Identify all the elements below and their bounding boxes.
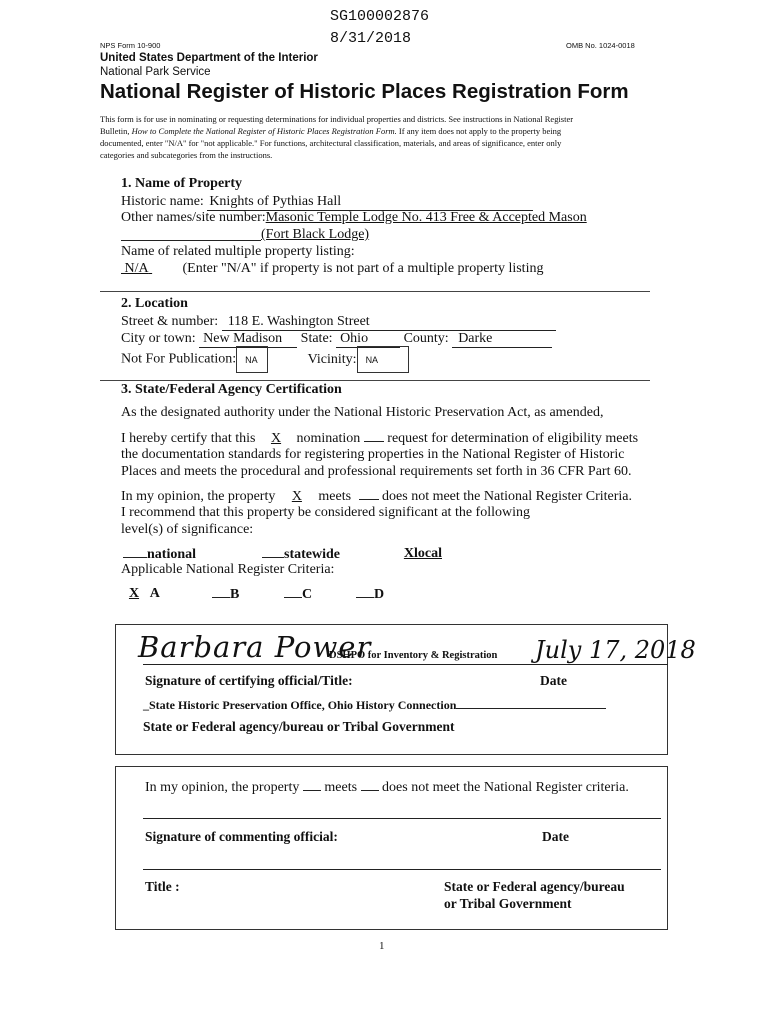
level-local-label: local xyxy=(414,546,442,561)
street-label: Street & number: xyxy=(121,314,219,329)
certifying-signature[interactable]: Barbara Power xyxy=(138,630,372,664)
commenting-agency-line-2: or Tribal Government xyxy=(444,896,572,911)
section-1-heading: 1. Name of Property xyxy=(121,176,243,191)
other-names-row xyxy=(121,209,587,226)
certifying-signature-date[interactable]: July 17, 2018 xyxy=(535,636,696,664)
vicinity-box[interactable] xyxy=(357,346,409,373)
city-label: City or town: xyxy=(121,331,196,346)
related-listing-label: Name of related multiple property listing: xyxy=(121,244,355,259)
request-label: request for determination of eligibility meets xyxy=(387,431,639,446)
level-national-checkbox[interactable] xyxy=(123,545,147,558)
street-row xyxy=(121,313,556,331)
commenting-meets-checkbox[interactable] xyxy=(303,778,321,791)
certifying-date-label: Date xyxy=(540,673,567,688)
instructions-line-1: This form is for use in nominating or requesting determinations for individual properties and districts. See instructions in National Register xyxy=(100,114,574,124)
criteria-c-label: C xyxy=(302,587,313,602)
nomination-label: nomination xyxy=(296,431,361,446)
certifying-office-line xyxy=(456,697,606,709)
instructions-line-3: documented, enter "N/A" for "not applicable." For functions, architectural classification, materials, and areas of significance, enter only xyxy=(100,138,562,148)
commenting-meets-label: meets xyxy=(324,780,358,795)
level-statewide-label: statewide xyxy=(284,547,340,562)
criteria-a-label: A xyxy=(149,586,160,601)
instructions-line-2-post: If any item does not apply to the property being xyxy=(396,126,562,136)
page-number: 1 xyxy=(379,940,385,952)
criteria-d-label: D xyxy=(374,587,385,602)
other-names-blank xyxy=(121,226,261,241)
level-statewide-checkbox[interactable] xyxy=(262,545,284,558)
certify-line-2: the documentation standards for registering properties in the National Register of Historic xyxy=(121,447,625,462)
commenting-signature-line[interactable] xyxy=(143,818,661,819)
instructions-bulletin-title: How to Complete the National Register of Historic Places Registration Form. xyxy=(131,126,397,136)
certifying-signature-label: Signature of certifying official/Title: xyxy=(145,673,353,688)
omb-number: OMB No. 1024-0018 xyxy=(566,41,635,50)
recommend-line-1: I recommend that this property be considered significant at the following xyxy=(121,505,530,520)
instructions-line-2-pre: Bulletin, xyxy=(100,126,132,136)
certifying-signature-title: DSHPO for Inventory & Registration xyxy=(329,650,498,661)
does-not-meet-checkbox[interactable] xyxy=(359,487,379,500)
other-names-row-2 xyxy=(121,226,369,243)
commenting-agency-line-1: State or Federal agency/bureau xyxy=(444,879,625,894)
other-names-value-2[interactable]: (Fort Black Lodge) xyxy=(261,227,370,242)
section-divider-1 xyxy=(100,291,650,292)
certify-row xyxy=(121,429,638,447)
section-divider-2 xyxy=(100,380,650,381)
certification-intro: As the designated authority under the National Historic Preservation Act, as amended, xyxy=(121,405,604,420)
commenting-does-not-meet-checkbox[interactable] xyxy=(361,778,379,791)
historic-name-value: Knights of Pythias Hall xyxy=(209,194,342,209)
form-number: NPS Form 10-900 xyxy=(100,41,161,50)
criteria-b-label: B xyxy=(230,587,240,602)
criteria-a[interactable] xyxy=(121,585,160,602)
county-field[interactable] xyxy=(452,330,552,348)
criteria-b[interactable] xyxy=(212,585,239,603)
criteria-a-mark: X xyxy=(128,586,140,601)
recommend-line-2: level(s) of significance: xyxy=(121,522,254,537)
opinion-row xyxy=(121,487,632,505)
street-value: 118 E. Washington Street xyxy=(227,314,370,329)
state-label: State: xyxy=(300,331,333,346)
meets-label: meets xyxy=(318,489,352,504)
vicinity-label: Vicinity: xyxy=(307,351,357,367)
section-2-heading: 2. Location xyxy=(121,296,188,311)
county-value: Darke xyxy=(458,331,493,346)
street-field[interactable] xyxy=(222,313,556,331)
level-local[interactable] xyxy=(382,545,442,562)
commenting-opinion-row xyxy=(145,778,629,796)
criteria-d[interactable] xyxy=(356,585,384,603)
nomination-mark: X xyxy=(270,431,282,446)
certifying-office-value: State Historic Preservation Office, Ohio History Connection xyxy=(149,698,457,712)
level-local-mark: X xyxy=(403,546,414,561)
county-label: County: xyxy=(403,331,449,346)
department: United States Department of the Interior xyxy=(100,52,318,64)
related-listing-value[interactable]: N/A xyxy=(124,261,149,276)
level-local-checkbox[interactable] xyxy=(382,545,414,562)
city-value: New Madison xyxy=(203,331,283,346)
not-for-publication-label: Not For Publication: xyxy=(121,351,237,367)
instructions-line-4: categories and subcategories from the instructions. xyxy=(100,150,273,160)
other-names-value[interactable]: Masonic Temple Lodge No. 413 Free & Accepted Mason xyxy=(265,210,587,225)
instructions-line-2 xyxy=(100,126,561,137)
commenting-date-label: Date xyxy=(542,829,569,844)
stamp-id: SG100002876 xyxy=(330,8,430,25)
section-3-heading: 3. State/Federal Agency Certification xyxy=(121,382,342,397)
commenting-title-line[interactable] xyxy=(143,869,661,870)
level-national-label: national xyxy=(147,547,197,562)
criteria-a-checkbox[interactable] xyxy=(121,585,147,602)
certify-pre: I hereby certify that this xyxy=(121,431,256,446)
meets-mark: X xyxy=(291,489,302,504)
criteria-d-checkbox[interactable] xyxy=(356,585,374,598)
commenting-opinion-pre: In my opinion, the property xyxy=(145,780,300,795)
related-listing-note: (Enter "N/A" if property is not part of a multiple property listing xyxy=(182,261,544,276)
commenting-title-label: Title : xyxy=(145,879,180,894)
related-listing-row xyxy=(121,260,543,277)
certifying-agency-label: State or Federal agency/bureau or Tribal Government xyxy=(143,719,455,734)
opinion-pre: In my opinion, the property xyxy=(121,489,276,504)
request-checkbox[interactable] xyxy=(364,429,384,442)
criteria-c-checkbox[interactable] xyxy=(284,585,302,598)
certifying-signature-line xyxy=(143,664,668,665)
does-not-meet-label: does not meet the National Register Criteria. xyxy=(382,489,633,504)
certify-line-3: Places and meets the procedural and professional requirements set forth in 36 CFR Part 60. xyxy=(121,464,632,479)
criteria-label: Applicable National Register Criteria: xyxy=(121,562,335,577)
criteria-b-checkbox[interactable] xyxy=(212,585,230,598)
vicinity-value: NA xyxy=(365,355,379,365)
service: National Park Service xyxy=(100,66,211,78)
historic-name-label: Historic name: xyxy=(121,194,204,209)
publication-row xyxy=(121,346,409,373)
meets-checkbox[interactable] xyxy=(279,488,315,505)
state-value: Ohio xyxy=(340,331,369,346)
not-for-publication-value: NA xyxy=(245,355,258,365)
commenting-signature-label: Signature of commenting official: xyxy=(145,829,338,844)
not-for-publication-box[interactable] xyxy=(236,346,268,373)
stamp-date: 8/31/2018 xyxy=(330,30,412,47)
page-title: National Register of Historic Places Registration Form xyxy=(100,80,629,103)
certifying-office[interactable]: _State Historic Preservation Office, Ohio History Connection xyxy=(143,697,606,713)
nomination-checkbox[interactable] xyxy=(259,430,293,447)
other-names-label: Other names/site number: xyxy=(121,210,266,225)
commenting-does-not-meet-label: does not meet the National Register criteria. xyxy=(382,780,629,795)
criteria-c[interactable] xyxy=(284,585,312,603)
